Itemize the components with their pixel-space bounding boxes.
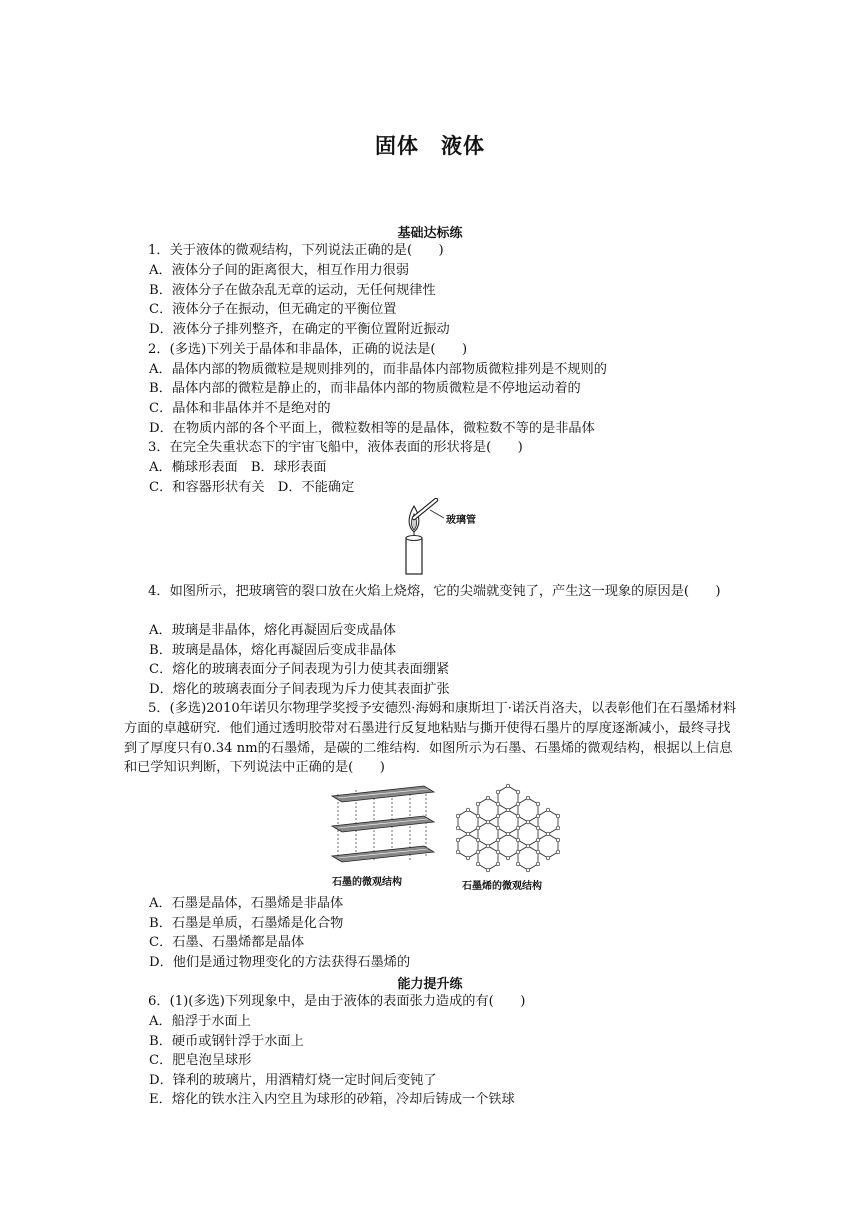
section-heading-advanced: 能力提升练 <box>397 977 463 992</box>
question-6-option-c: C．肥皂泡呈球形 <box>149 1053 252 1068</box>
question-6-stem: 6．(1)(多选)下列现象中，是由于液体的表面张力造成的有( ) <box>148 994 526 1009</box>
question-3-options-cd: C．和容器形状有关 D．不能确定 <box>149 480 355 495</box>
graphite-lattice-icon <box>328 780 438 872</box>
question-4-option-a: A．玻璃是非晶体，熔化再凝固后变成晶体 <box>149 623 396 638</box>
graphene-lattice-icon <box>456 782 560 876</box>
question-6-option-a: A．船浮于水面上 <box>149 1014 251 1029</box>
graphene-structure-figure <box>456 782 566 892</box>
question-6-option-d: D．锋利的玻璃片，用酒精灯烧一定时间后变钝了 <box>149 1073 437 1088</box>
graphene-caption: 石墨烯的微观结构 <box>462 881 542 892</box>
candle-flame-icon <box>400 498 510 576</box>
question-4-stem: 4．如图所示，把玻璃管的裂口放在火焰上烧熔，它的尖端就变钝了，产生这一现象的原因是( ) <box>148 584 721 599</box>
question-1-option-a: A．液体分子间的距离很大，相互作用力很弱 <box>149 263 410 278</box>
question-3-options-ab: A．椭球形表面 B．球形表面 <box>149 460 327 475</box>
question-2-option-d: D．在物质内部的各个平面上，微粒数相等的是晶体，微粒数不等的是非晶体 <box>149 421 595 436</box>
question-6-option-e: E．熔化的铁水注入内空且为球形的砂箱，冷却后铸成一个铁球 <box>149 1092 515 1107</box>
question-2-option-a: A．晶体内部的物质微粒是规则排列的，而非晶体内部物质微粒排列是不规则的 <box>149 362 607 377</box>
question-2-option-c: C．晶体和非晶体并不是绝对的 <box>149 401 331 416</box>
graphite-structure-figure <box>328 780 438 890</box>
question-1-stem: 1．关于液体的微观结构，下列说法正确的是( ) <box>148 243 444 258</box>
question-4-option-b: B．玻璃是晶体，熔化再凝固后变成非晶体 <box>149 643 397 658</box>
glass-tube-label: 玻璃管 <box>446 515 476 526</box>
question-1-option-d: D．液体分子排列整齐，在确定的平衡位置附近振动 <box>149 322 450 337</box>
question-6-option-b: B．硬币或钢针浮于水面上 <box>149 1034 304 1049</box>
question-3-stem: 3．在完全失重状态下的宇宙飞船中，液体表面的形状将是( ) <box>148 440 523 455</box>
page-title: 固体 液体 <box>375 134 485 158</box>
question-5-option-c: C．石墨、石墨烯都是晶体 <box>149 935 305 950</box>
question-1-option-c: C．液体分子在振动，但无确定的平衡位置 <box>149 302 397 317</box>
question-5-option-a: A．石墨是晶体，石墨烯是非晶体 <box>149 896 344 911</box>
question-4-option-d: D．熔化的玻璃表面分子间表现为斥力使其表面扩张 <box>149 682 450 697</box>
question-5-option-b: B．石墨是单质，石墨烯是化合物 <box>149 916 344 931</box>
question-1-option-b: B．液体分子在做杂乱无章的运动，无任何规律性 <box>149 283 436 298</box>
section-heading-basic: 基础达标练 <box>397 226 463 241</box>
question-4-option-c: C．熔化的玻璃表面分子间表现为引力使其表面绷紧 <box>149 662 450 677</box>
question-5-option-d: D．他们是通过物理变化的方法获得石墨烯的 <box>149 955 411 970</box>
question-2-stem: 2．(多选)下列关于晶体和非晶体，正确的说法是( ) <box>148 342 468 357</box>
question-5-stem: 5．(多选)2010年诺贝尔物理学奖授予安德烈·海姆和康斯坦丁·诺沃肖洛夫，以表彰他们在石墨烯材料方面的卓越研究．他们通过透明胶带对石墨进行反复地粘贴与撕开使得石墨片的厚度逐渐减小，最终寻找到了厚度只有0.34 nm的石墨烯，是碳的二维结构．如图所示为石墨、石墨烯的微观结构，根据以上信息和已学知识判断，下列说法中正确的是( ) <box>124 701 737 776</box>
question-2-option-b: B．晶体内部的微粒是静止的，而非晶体内部的物质微粒是不停地运动着的 <box>149 381 581 396</box>
glass-tube-flame-figure <box>400 498 510 576</box>
graphite-caption: 石墨的微观结构 <box>332 877 402 888</box>
